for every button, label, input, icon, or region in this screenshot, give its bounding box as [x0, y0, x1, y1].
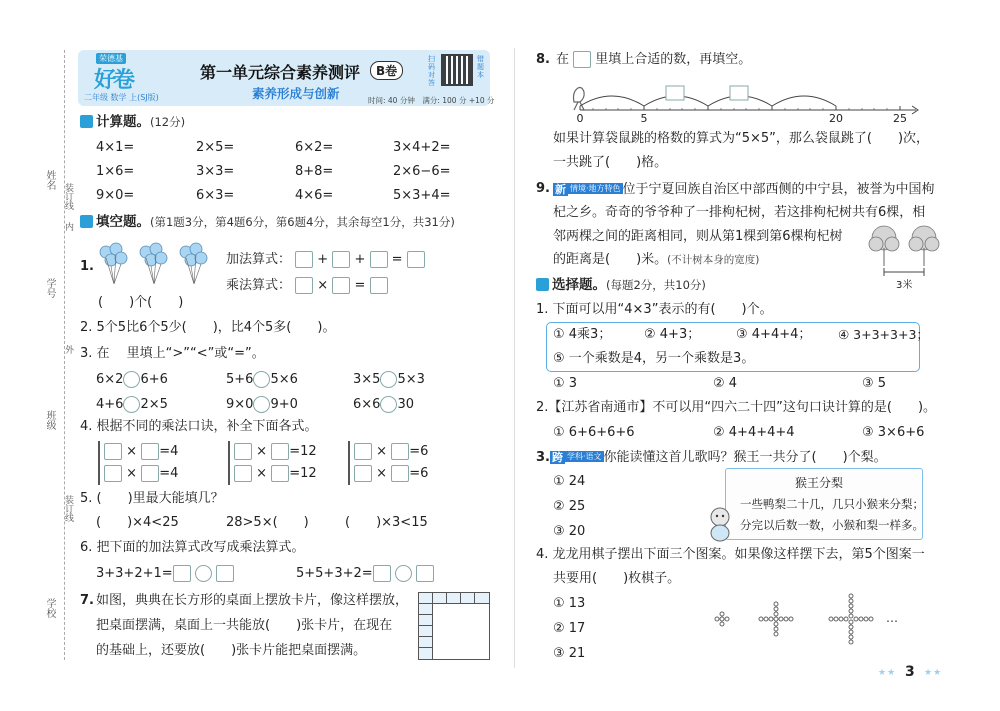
q9-line3: 邻两棵之间的距离相同，则从第1棵到第6棵枸杞树	[553, 229, 843, 244]
goji-trees-illustration	[866, 222, 946, 284]
s3-q1-stmt: ④ 3+3+3+3；	[838, 327, 929, 342]
q2-7-line: 的基础上，还要放( )张卡片能把桌面摆满。	[96, 643, 367, 658]
compare-circle[interactable]	[380, 371, 397, 388]
compare-circle[interactable]	[123, 396, 140, 413]
q8-head-b: 里填上合适的数，再填空。	[595, 52, 752, 67]
compare-right: 5×3	[397, 372, 425, 387]
q2-4-group-2	[228, 441, 318, 485]
compare-circle[interactable]	[123, 371, 140, 388]
q2-3-row2	[96, 396, 168, 414]
q2-4-group-1	[98, 441, 178, 485]
label-school: 学校	[44, 598, 55, 618]
times-sign: ×	[256, 444, 268, 459]
times-sign: ×	[256, 466, 268, 481]
calc-item: 6×3=	[196, 188, 235, 203]
q9-distance-label: 3米	[896, 280, 913, 291]
s3-q3	[536, 448, 887, 467]
equals-sign: =	[391, 252, 403, 267]
q9-text: 的距离是( )米。	[553, 252, 668, 267]
s1-title: 计算题。	[96, 114, 150, 130]
answer-box[interactable]	[234, 443, 252, 460]
q9-tag1: 新	[555, 183, 566, 196]
compare-left: 4+6	[96, 397, 124, 412]
s2-title: 填空题。	[96, 214, 150, 230]
tree-icon	[869, 226, 939, 251]
s3-q2-opt[interactable]: ① 6+6+6+6	[553, 425, 635, 440]
s3-q4-line2: 共要用( )枚棋子。	[553, 571, 681, 586]
compare-circle[interactable]	[253, 371, 270, 388]
calc-item: 3×3=	[196, 164, 235, 179]
answer-box[interactable]	[104, 443, 122, 460]
section-2-title	[80, 213, 455, 231]
s3-q1-stmt: ⑤ 一个乘数是4，另一个乘数是3。	[553, 351, 755, 366]
calc-item: 1×6=	[96, 164, 135, 179]
wrongbook-label: 错题本	[477, 55, 484, 79]
scan-label: 扫码对答	[428, 55, 435, 87]
q4-value: =12	[289, 444, 317, 459]
answer-box[interactable]	[573, 51, 591, 68]
compare-left: 6×6	[353, 397, 381, 412]
poem-line: 分完以后数一数，小猴和梨一样多。	[740, 518, 924, 532]
s3-q4-line1: 4. 龙龙用棋子摆出下面三个图案。如果像这样摆下去，第5个图案一	[536, 547, 925, 562]
answer-box[interactable]	[391, 443, 409, 460]
answer-box[interactable]	[141, 443, 159, 460]
subtitle: 素养形成与创新	[252, 86, 340, 101]
calc-item: 4×1=	[96, 140, 135, 155]
q6-expr: 3+3+2+1=	[96, 566, 173, 581]
q2-5-item: ( )×4<25	[96, 515, 179, 530]
s3-points: (每题2分，共10分)	[606, 278, 706, 292]
s1-points: (12分)	[150, 115, 186, 129]
answer-box[interactable]	[271, 465, 289, 482]
q2-6-item-2	[296, 565, 434, 583]
times-sign: ×	[376, 444, 388, 459]
q9-line4	[553, 251, 759, 269]
s3-q1-stmt: ① 4乘3；	[553, 327, 612, 342]
answer-box[interactable]	[141, 465, 159, 482]
q4-value: =6	[409, 466, 429, 481]
brand-label: 荣德基	[96, 53, 126, 64]
table-card-grid	[418, 592, 490, 660]
q9-text: 位于宁夏回族自治区中部西侧的中宁县，被誉为中国枸	[622, 182, 935, 197]
calc-item: 9×0=	[96, 188, 135, 203]
s3-q3-opt[interactable]: ③ 20	[553, 524, 586, 539]
page-number-deco: ★★	[878, 668, 897, 678]
kangaroo-number-line	[566, 72, 936, 122]
calc-item: 4×6=	[295, 188, 334, 203]
section-1-title	[80, 113, 185, 131]
q2-1-num: 1.	[80, 259, 94, 274]
q2-4-group-3	[348, 441, 438, 485]
add-label: 加法算式：	[226, 252, 292, 267]
q2-2: 2. 5个5比6个5少( )，比4个5多( )。	[80, 320, 336, 335]
q4-value: =12	[289, 466, 317, 481]
section-tag-icon	[80, 115, 93, 128]
poem-title: 猴王分梨	[795, 476, 844, 490]
grade-label: 二年级 数学 上(SJ版)	[84, 93, 159, 102]
s2-points: (第1题3分，第4题6分，第6题4分，其余每空1分，共31分)	[150, 215, 455, 229]
chess-patterns	[706, 590, 906, 650]
calc-item: 2×5=	[196, 140, 235, 155]
poem-line: 一些鸭梨二十几，几只小猴来分梨；	[740, 497, 924, 511]
q8-num: 8.	[536, 52, 550, 67]
section-tag-icon	[536, 278, 549, 291]
answer-box[interactable]	[332, 251, 350, 268]
answer-box[interactable]	[295, 251, 313, 268]
label-name: 姓名	[44, 170, 55, 190]
logo-text: 好卷	[94, 68, 133, 93]
tick-label: 5	[640, 112, 648, 122]
q9-line2: 杞之乡。奇奇的爷爷种了一排枸杞树，若这排枸杞树共有6棵，相	[553, 205, 926, 220]
q4-value: =6	[409, 444, 429, 459]
s3-q3-opt[interactable]: ① 24	[553, 474, 586, 489]
s3-q4-opt[interactable]: ③ 21	[553, 646, 586, 661]
q2-7-line: 把桌面摆满，桌面上一共能放( )张卡片，在现在	[96, 618, 393, 633]
calc-item: 5×3+4=	[393, 188, 451, 203]
monkey-icon	[703, 505, 737, 543]
q2-3: 3. 在 里填上“>”“<”或“=”。	[80, 346, 265, 361]
compare-left: 9×0	[226, 397, 254, 412]
label-class: 班级	[44, 410, 55, 430]
chess-dot-icon	[715, 594, 873, 644]
q2-5-item: ( )×3<15	[345, 515, 428, 530]
badge: B卷	[370, 61, 403, 80]
plus-sign: +	[317, 252, 329, 267]
q2-1-add-row	[226, 251, 425, 269]
balloons-illustration	[96, 240, 216, 290]
tick-label: 0	[576, 112, 584, 122]
page-number: 3	[905, 664, 915, 680]
q2-5: 5. ( )里最大能填几？	[80, 491, 224, 506]
compare-left: 3×5	[353, 372, 381, 387]
s3-q1: 1. 下面可以用“4×3”表示的有( )个。	[536, 302, 773, 317]
times-sign: ×	[126, 466, 138, 481]
binding-line	[64, 50, 65, 660]
dots-ellipsis: …	[886, 611, 898, 625]
calc-item: 8+8=	[295, 164, 334, 179]
calc-item: 2×6−6=	[393, 164, 451, 179]
q2-1-paren: ( )个( )	[98, 295, 184, 310]
q9-line1	[553, 180, 935, 199]
q8-line2: 一共跳了( )格。	[553, 155, 668, 170]
label-id: 学号	[44, 278, 55, 298]
answer-box[interactable]	[173, 565, 191, 582]
label-seal-1: 装订线	[63, 183, 73, 210]
q6-expr: 5+5+3+2=	[296, 566, 373, 581]
qr-code-icon[interactable]	[441, 54, 473, 86]
s3-q2: 2.【江苏省南通市】不可以用“四六二十四”这句口诀计算的是( )。	[536, 400, 937, 415]
answer-box[interactable]	[354, 465, 372, 482]
answer-box[interactable]	[391, 465, 409, 482]
q3-tag1: 跨	[551, 451, 563, 464]
section-tag-icon	[80, 215, 93, 228]
plus-sign: +	[354, 252, 366, 267]
q3-tag2: 学科·语文	[566, 452, 602, 461]
answer-box[interactable]	[370, 277, 388, 294]
answer-box[interactable]	[416, 565, 434, 582]
answer-box[interactable]	[354, 443, 372, 460]
label-seal-2: 装订线	[63, 495, 73, 522]
s3-q2-opt[interactable]: ③ 3×6+6	[862, 425, 925, 440]
calc-item: 3×4+2=	[393, 140, 451, 155]
compare-right: 5×6	[270, 372, 298, 387]
q2-3-row1	[96, 371, 168, 389]
q4-value: =4	[159, 466, 179, 481]
compare-circle[interactable]	[380, 396, 397, 413]
compare-right: 9+0	[270, 397, 298, 412]
compare-left: 5+6	[226, 372, 254, 387]
q2-1-mul-row	[226, 277, 388, 295]
s3-q1-opt[interactable]: ① 3	[553, 376, 578, 391]
answer-box[interactable]	[216, 565, 234, 582]
q2-3-row1b	[226, 371, 298, 389]
q8-head	[556, 51, 751, 69]
q9-num: 9.	[536, 181, 550, 196]
times-sign: ×	[317, 278, 329, 293]
meta-info: 时间: 40 分钟 满分: 100 分 +10 分	[368, 96, 495, 105]
s3-q1-opt[interactable]: ② 4	[713, 376, 738, 391]
q9-tag2: 情境·地方特色	[570, 184, 621, 193]
s3-q1-opt[interactable]: ③ 5	[862, 376, 887, 391]
q8-head-a: 在	[556, 52, 570, 67]
tick-label: 25	[893, 112, 907, 122]
compare-circle[interactable]	[253, 396, 270, 413]
s3-q1-stmt: ② 4+3；	[644, 327, 701, 342]
answer-circle[interactable]	[195, 565, 212, 582]
s3-title: 选择题。	[552, 277, 606, 293]
balloon-group-icon	[100, 243, 207, 266]
s3-q2-opt[interactable]: ② 4+4+4+4	[713, 425, 795, 440]
q2-3-row1c	[353, 371, 425, 389]
q2-3-row2b	[226, 396, 298, 414]
page-title: 第一单元综合素养测评	[200, 63, 361, 82]
q2-6: 6. 把下面的加法算式改写成乘法算式。	[80, 540, 305, 555]
answer-box[interactable]	[373, 565, 391, 582]
section-3-title	[536, 276, 706, 294]
compare-right: 30	[397, 397, 414, 412]
calc-item: 6×2=	[295, 140, 334, 155]
s3-q4-opt[interactable]: ① 13	[553, 596, 586, 611]
times-sign: ×	[376, 466, 388, 481]
q4-value: =4	[159, 444, 179, 459]
times-sign: ×	[126, 444, 138, 459]
compare-left: 6×2	[96, 372, 124, 387]
label-inner: 内	[63, 222, 73, 231]
compare-right: 6+6	[140, 372, 168, 387]
q2-6-item-1	[96, 565, 234, 583]
kangaroo-icon	[574, 88, 585, 111]
s3-q3-opt[interactable]: ② 25	[553, 499, 586, 514]
answer-box[interactable]	[295, 277, 313, 294]
q9-note: (不计树本身的宽度)	[667, 254, 760, 266]
answer-box[interactable]	[370, 251, 388, 268]
column-divider	[514, 48, 515, 668]
answer-box[interactable]	[407, 251, 425, 268]
q2-7-num: 7.	[80, 593, 94, 608]
s3-q3-text: 你能读懂这首儿歌吗？猴王一共分了( )个梨。	[603, 450, 887, 465]
q2-3-row2c	[353, 396, 414, 414]
q2-7-line: 如图，典典在长方形的桌面上摆放卡片，像这样摆放，	[96, 593, 409, 608]
equals-sign: =	[354, 278, 366, 293]
answer-box[interactable]	[234, 465, 252, 482]
answer-circle[interactable]	[395, 565, 412, 582]
answer-box[interactable]	[104, 465, 122, 482]
compare-right: 2×5	[140, 397, 168, 412]
page-number-deco: ★★	[924, 668, 943, 678]
q2-4: 4. 根据不同的乘法口诀，补全下面各式。	[80, 419, 318, 434]
tick-label: 20	[829, 112, 843, 122]
q8-line1: 如果计算袋鼠跳的格数的算式为“5×5”，那么袋鼠跳了( )次，	[553, 131, 930, 146]
s3-q1-stmt: ③ 4+4+4；	[736, 327, 812, 342]
answer-box[interactable]	[271, 443, 289, 460]
label-outer: 外	[63, 345, 73, 354]
q2-5-item: 28>5×( )	[226, 515, 309, 530]
s3-q3-num: 3.	[536, 450, 550, 465]
s3-q4-opt[interactable]: ② 17	[553, 621, 586, 636]
mul-label: 乘法算式：	[226, 278, 292, 293]
answer-box[interactable]	[332, 277, 350, 294]
